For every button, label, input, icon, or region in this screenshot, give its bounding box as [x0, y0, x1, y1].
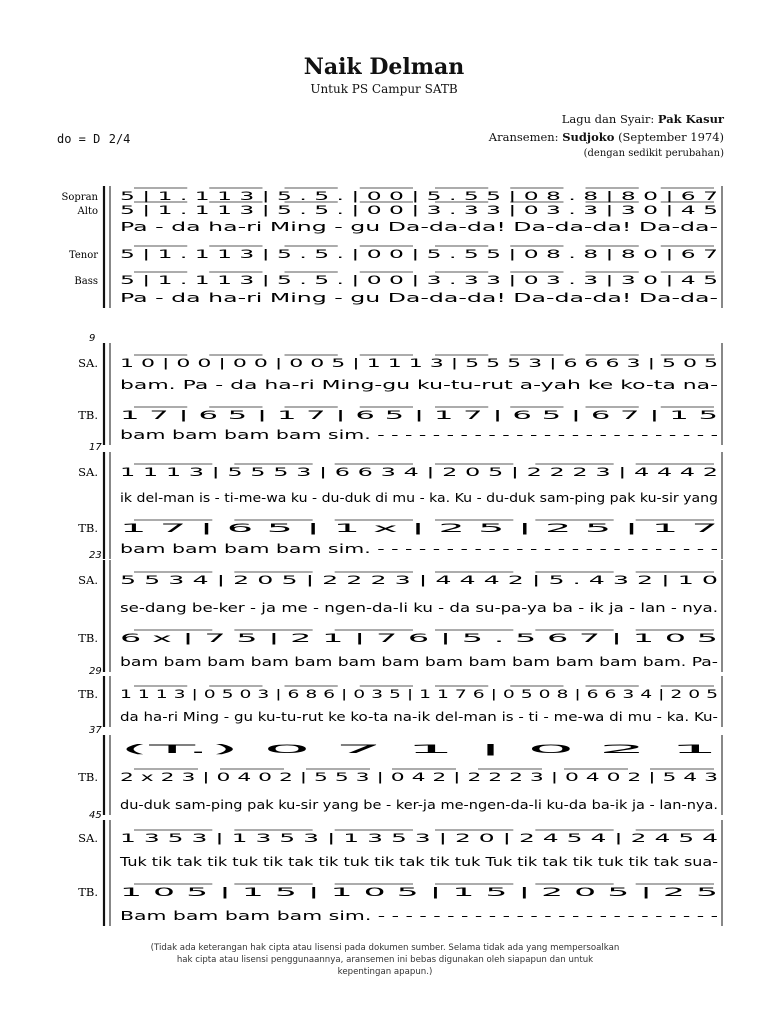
measure-number: 37 [89, 725, 102, 736]
notation-line: 6 x | 7 5 | 2 1 | 7 6 | 5 . 5 6 7 | 1 0 5 [120, 631, 718, 645]
lyric-line: bam bam bam bam sim. - - - - - - - - - - - - - - - - - - - - - - - - - [120, 428, 718, 442]
voice-label: TB. [78, 885, 98, 899]
voice-label: TB. [78, 687, 98, 701]
lyric-line: du-duk sam-ping pak ku-sir yang be - ker-ja me-ngen-da-li ku-da ba-ik ja - lan-nya. [120, 798, 718, 812]
credit-arr-date: (September 1974) [618, 130, 724, 144]
notation-line: 5 | 1 . 1 1 3 | 5 . 5 . | 0 0 | 5 . 5 5 | 0 8 . 8 | 8 0 | 6 7 [120, 189, 718, 203]
notation-line: 1 1 1 3 | 0 5 0 3 | 6 8 6 | 0 3 5 | 1 1 7 6 | 0 5 0 8 | 6 6 3 4 | 2 0 5 [120, 687, 718, 701]
credit-arr-label: Aransemen: [488, 130, 559, 144]
lyric-line: bam. Pa - da ha-ri Ming-gu ku-tu-rut a-yah ke ko-ta na- [120, 378, 718, 392]
lyric-line: ik del-man is - ti-me-wa ku - du-duk di mu - ka. Ku - du-duk sam-ping pak ku-sir yang [120, 491, 718, 505]
voice-label: Tenor [68, 250, 98, 261]
measure-number: 45 [89, 810, 102, 821]
measure-number: 17 [89, 442, 102, 453]
voice-label: SA. [78, 573, 98, 587]
notation-line: 5 | 1 . 1 1 3 | 5 . 5 . | 0 0 | 3 . 3 3 | 0 3 . 3 | 3 0 | 4 5 [120, 203, 718, 217]
voice-label: Alto [77, 206, 98, 217]
voice-label: SA. [78, 465, 98, 479]
notation-line: 1 7 | 6 5 | 1 x | 2 5 | 2 5 | 1 7 [120, 521, 718, 535]
notation-line: (T.) 0 7 1 | 0 2 1 [120, 742, 718, 756]
lyric-line: Tuk tik tak tik tuk tik tak tik tuk tik tak tik tuk Tuk tik tak tik tuk tik tak sua- [118, 855, 718, 869]
lyric-line: Bam bam bam bam sim. - - - - - - - - - - - - - - - - - - - - - - - - - [120, 909, 718, 923]
lyric-line: da ha-ri Ming - gu ku-tu-rut ke ko-ta na-ik del-man is - ti - me-wa di mu - ka. Ku- [120, 710, 718, 724]
notation-line: 1 7 | 6 5 | 1 7 | 6 5 | 1 7 | 6 5 | 6 7 | 1 5 [120, 408, 718, 422]
page-subtitle: Untuk PS Campur SATB [310, 82, 458, 96]
voice-label: SA. [78, 831, 98, 845]
notation-line: 1 1 1 3 | 5 5 5 3 | 6 6 3 4 | 2 0 5 | 2 2 2 3 | 4 4 4 2 [120, 465, 718, 479]
measure-number: 29 [89, 666, 102, 677]
lyric-line: Pa - da ha-ri Ming - gu Da-da-da! Da-da-da! Da-da- [120, 291, 718, 305]
measure-number: 9 [89, 333, 96, 344]
measure-number: 23 [89, 550, 102, 561]
voice-label: TB. [78, 770, 98, 784]
credit-lyrics-label: Lagu dan Syair: [561, 112, 655, 126]
notation-line: 1 0 | 0 0 | 0 0 | 0 0 5 | 1 1 1 3 | 5 5 5 3 | 6 6 6 3 | 5 0 5 [120, 356, 718, 370]
meter: 2/4 [108, 132, 131, 146]
credit-lyrics-name: Pak Kasur [657, 112, 724, 126]
notation-line: 1 0 5 | 1 5 | 1 0 5 | 1 5 | 2 0 5 | 2 5 [120, 885, 718, 899]
notation-line: 5 | 1 . 1 1 3 | 5 . 5 . | 0 0 | 3 . 3 3 | 0 3 . 3 | 3 0 | 4 5 [120, 273, 718, 287]
voice-label: Sopran [61, 192, 98, 203]
voice-label: TB. [78, 521, 98, 535]
voice-label: TB. [78, 631, 98, 645]
notation-line: 5 | 1 . 1 1 3 | 5 . 5 . | 0 0 | 5 . 5 5 | 0 8 . 8 | 8 0 | 6 7 [120, 247, 718, 261]
lyric-line: Pa - da ha-ri Ming - gu Da-da-da! Da-da-da! Da-da- [120, 220, 718, 234]
notation-line: 5 5 3 4 | 2 0 5 | 2 2 2 3 | 4 4 4 2 | 5 . 4 3 2 | 1 0 [120, 573, 718, 587]
lyric-line: se-dang be-ker - ja me - ngen-da-li ku - da su-pa-ya ba - ik ja - lan - nya. [120, 601, 718, 615]
lyric-line: bam bam bam bam bam bam bam bam bam bam bam bam bam. Pa- [120, 655, 718, 669]
credit-note: (dengan sedikit perubahan) [583, 148, 724, 159]
notation-line: 2 x 2 3 | 0 4 0 2 | 5 5 3 | 0 4 2 | 2 2 2 3 | 0 4 0 2 | 5 4 3 [120, 770, 718, 784]
credit-arr-name: Sudjoko [562, 130, 615, 144]
lyric-line: bam bam bam bam sim. - - - - - - - - - - - - - - - - - - - - - - - - - [120, 542, 718, 556]
page-title: Naik Delman [303, 54, 465, 80]
voice-label: Bass [74, 276, 98, 287]
voice-label: TB. [78, 408, 98, 422]
notation-line: 1 3 5 3 | 1 3 5 3 | 1 3 5 3 | 2 0 | 2 4 5 4 | 2 4 5 4 [120, 831, 719, 845]
footnote: (Tidak ada keterangan hak cipta atau lisensi pada dokumen sumber. Selama tidak ada yang mempersoalkan hak cipta atau lisensi penggunaannya, aransemen ini bebas digunakan oleh siapapun dan untuk kepentingan apapun.) [150, 943, 620, 977]
voice-label: SA. [78, 356, 98, 370]
key-label: do = D [57, 132, 101, 146]
